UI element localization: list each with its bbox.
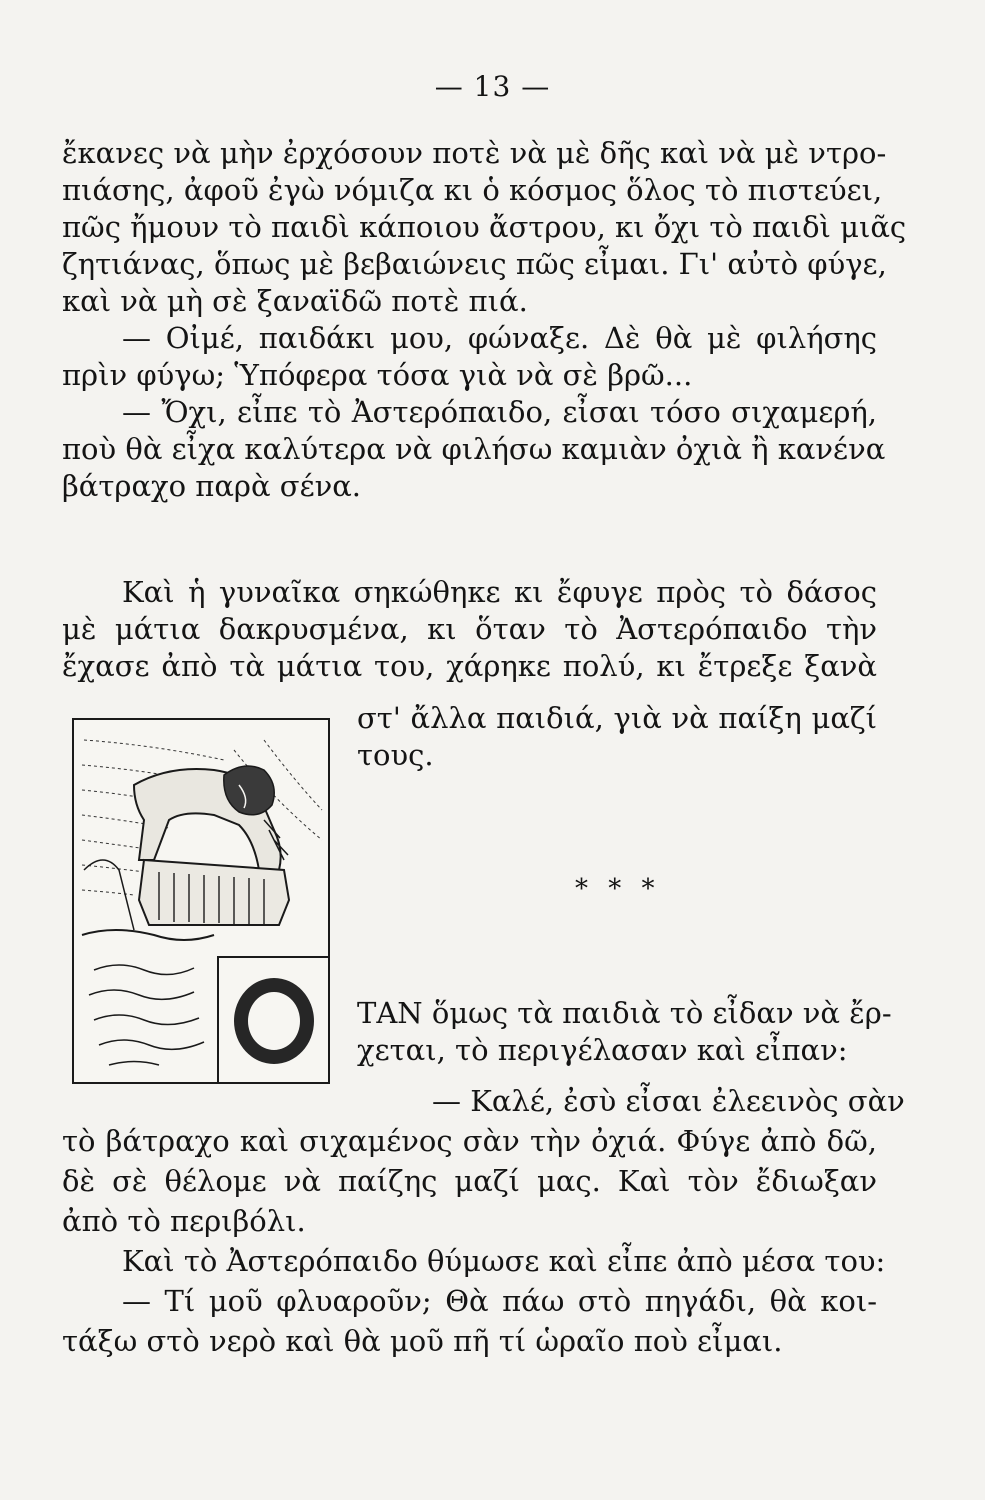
text-line: τάξω στὸ νερὸ καὶ θὰ μοῦ πῆ τί ὡραῖο ποὺ εἶμαι. (62, 1324, 783, 1358)
text-line: χεται, τὸ περιγέλασαν καὶ εἶπαν: (357, 1033, 848, 1067)
text-line: πῶς ἤμουν τὸ παιδὶ κάποιου ἄστρου, κι ὄχι τὸ παιδὶ μιᾶς (62, 210, 907, 244)
paragraph-block-1 (62, 135, 907, 505)
section-break: * * * (575, 874, 661, 904)
text-line: ζητιάνας, ὅπως μὲ βεβαιώνεις πῶς εἶμαι. Γι' αὐτὸ φύγε, (62, 247, 887, 281)
text-line: ἔκανες νὰ μὴν ἐρχόσουν ποτὲ νὰ μὲ δῆς καὶ νὰ μὲ ντρο- (62, 136, 887, 170)
illustration (72, 718, 330, 1084)
drop-cap-box (217, 956, 328, 1082)
page-number: — 13 — (434, 70, 551, 103)
text-line: — Καλέ, ἐσὺ εἶσαι ἐλεεινὸς σὰν (432, 1084, 905, 1118)
drop-cap-letter-o (234, 978, 314, 1064)
text-line: τους. (357, 738, 434, 772)
text-line: βάτραχο παρὰ σένα. (62, 469, 362, 503)
text-beside-illustration-2 (357, 995, 892, 1069)
text-line: Καὶ τὸ Ἀστερόπαιδο θύμωσε καὶ εἶπε ἀπὸ μέσα του: (122, 1244, 886, 1278)
text-line: ἔχασε ἀπὸ τὰ μάτια του, χάρηκε πολύ, κι ἔτρεξε ξανὰ (62, 649, 877, 683)
text-line: πρὶν φύγω; Ὑπόφερα τόσα γιὰ νὰ σὲ βρῶ... (62, 358, 693, 392)
text-line: τὸ βάτραχο καὶ σιχαμένος σὰν τὴν ὀχιά. Φύγε ἀπὸ δῶ, (62, 1124, 877, 1158)
text-line: ΤΑΝ ὅμως τὰ παιδιὰ τὸ εἶδαν νὰ ἔρ- (357, 996, 892, 1030)
text-line: δὲ σὲ θέλομε νὰ παίζης μαζί μας. Καὶ τὸν ἔδιωξαν (62, 1164, 877, 1198)
text-line: — Οἰμέ, παιδάκι μου, φώναξε. Δὲ θὰ μὲ φιλήσης (122, 321, 877, 355)
text-line: μὲ μάτια δακρυσμένα, κι ὅταν τὸ Ἀστερόπαιδο τὴν (62, 612, 877, 646)
text-line: ποὺ θὰ εἶχα καλύτερα νὰ φιλήσω καμιὰν ὀχιὰ ἢ κανένα (62, 432, 886, 466)
text-line: πιάσης, ἀφοῦ ἐγὼ νόμιζα κι ὁ κόσμος ὅλος τὸ πιστεύει, (62, 173, 883, 207)
text-beside-illustration-1 (357, 700, 877, 774)
paragraph-block-3 (62, 1081, 905, 1361)
text-line: στ' ἄλλα παιδιά, γιὰ νὰ παίξη μαζί (357, 701, 877, 735)
text-line: Καὶ ἡ γυναῖκα σηκώθηκε κι ἔφυγε πρὸς τὸ δάσος (122, 575, 877, 609)
paragraph-block-2 (62, 574, 877, 685)
text-line: — Τί μοῦ φλυαροῦν; Θὰ πάω στὸ πηγάδι, θὰ κοι- (122, 1284, 877, 1318)
text-line: — Ὄχι, εἶπε τὸ Ἀστερόπαιδο, εἶσαι τόσο σιχαμερή, (122, 395, 877, 429)
text-line: ἀπὸ τὸ περιβόλι. (62, 1204, 306, 1238)
text-line: καὶ νὰ μὴ σὲ ξαναϊδῶ ποτὲ πιά. (62, 284, 528, 318)
